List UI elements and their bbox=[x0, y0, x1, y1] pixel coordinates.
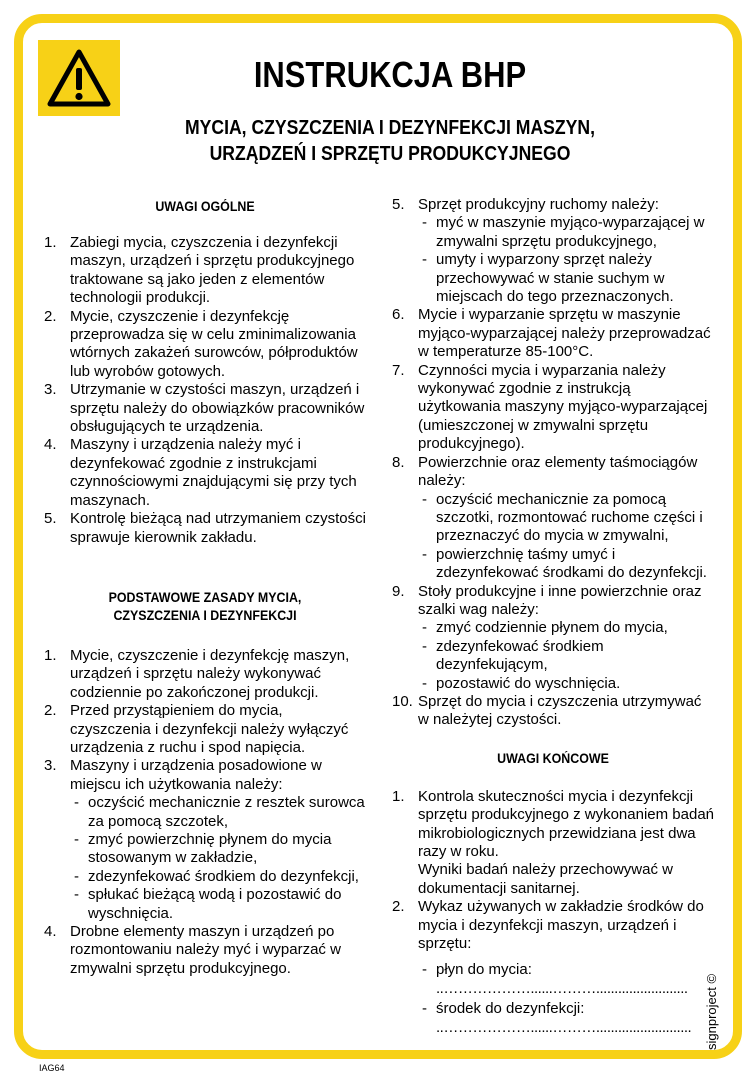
sub-list-item: - umyty i wyparzony sprzęt należy przechowywać w stanie suchym w miejscach do tego przeznaczonych. bbox=[418, 251, 714, 306]
sub-list-item: - oczyścić mechanicznie za pomocą szczotki, rozmontować ruchome części i przeznaczyć do mycia w zmywalni, bbox=[418, 491, 714, 546]
sub-list-item: - zdezynfekować środkiem do dezynfekcji, bbox=[70, 868, 366, 886]
disinfectant-entry: - środek do dezynfekcji: ..………………......……….......................... bbox=[418, 1000, 714, 1037]
sub-list-item: - pozostawić do wyschnięcia. bbox=[418, 675, 714, 693]
sub-list bbox=[70, 794, 366, 923]
list-item: 4. Maszyny i urządzenia należy myć i dezynfekować zgodnie z instrukcjami czynnościowymi znajdującymi się przy tych maszynach. bbox=[44, 436, 357, 509]
agent-list bbox=[418, 961, 714, 1037]
sub-list-item: - oczyścić mechanicznie z resztek surowca za pomocą szczotek, bbox=[70, 794, 366, 831]
list-item: 10. Sprzęt do mycia i czyszczenia utrzymywać w należytej czystości. bbox=[392, 692, 702, 729]
list-item: 5. Kontrolę bieżącą nad utrzymaniem czystości sprawuje kierownik zakładu. bbox=[44, 510, 366, 546]
list-item: 6. Mycie i wyparzanie sprzętu w maszynie myjąco-wyparzającej należy przeprowadzać w temperaturze 85-100°C. bbox=[392, 306, 711, 361]
list-item: 4. Drobne elementy maszyn i urządzeń po rozmontowaniu należy myć i wyparzać w zmywalni sprzętu produkcyjnego. bbox=[44, 923, 341, 977]
principles-heading: PODSTAWOWE ZASADY MYCIA, CZYSZCZENIA I DEZYNFEKCJI bbox=[108, 589, 302, 623]
page-subtitle: MYCIA, CZYSZCZENIA I DEZYNFEKCJI MASZYN, URZĄDZEŃ I SPRZĘTU PRODUKCYJNEGO bbox=[184, 117, 596, 165]
left-column bbox=[44, 198, 366, 978]
sub-list-item: - zmyć codziennie płynem do mycia, bbox=[418, 619, 714, 637]
list-item: 9. Stoły produkcyjne i inne powierzchnie oraz szalki wag należy: - zmyć codziennie płynem do mycia, - zdezynfekować środkiem dezynfekującym, - pozostawić do wyschnięcia. bbox=[392, 583, 714, 693]
list-item: 1. Kontrola skuteczności mycia i dezynfekcji sprzętu produkcyjnego z wykonaniem badań mikrobiologicznych przewidziana jest dwa razy w roku. Wyniki badań należy przechowywać w dokumentacji sanitarnej. bbox=[392, 787, 715, 897]
list-item: 1. Mycie, czyszczenie i dezynfekcję maszyn, urządzeń i sprzętu należy wykonywać codziennie po zakończonej produkcji. bbox=[44, 646, 350, 701]
final-heading: UWAGI KOŃCOWE bbox=[497, 750, 609, 766]
page-title: INSTRUKCJA BHP bbox=[253, 54, 527, 95]
principles-cont-list bbox=[392, 196, 714, 730]
sub-list-item: - powierzchnię taśmy umyć i zdezynfekować środkami do dezynfekcji. bbox=[418, 546, 714, 583]
list-item: 3. Utrzymanie w czystości maszyn, urządzeń i sprzętu należy do obowiązków pracowników obsługujących te urządzenia. bbox=[44, 381, 365, 436]
final-list bbox=[392, 788, 714, 1037]
sub-list bbox=[418, 619, 714, 693]
principles-list bbox=[44, 647, 366, 978]
list-item: 2. Przed przystąpieniem do mycia, czyszczenia i dezynfekcji należy wyłączyć urządzenia z ruchu i spod napięcia. bbox=[44, 702, 349, 756]
sub-list bbox=[418, 214, 714, 306]
list-item: 8. Powierzchnie oraz elementy taśmociągów należy: - oczyścić mechanicznie za pomocą szczotki, rozmontować ruchome części i przeznaczyć do mycia w zmywalni, - powierzchnię taśmy umyć i zdezynfekować środkami do dezynfekcji. bbox=[392, 454, 714, 583]
sub-list-item: - zdezynfekować środkiem dezynfekującym, bbox=[418, 638, 714, 675]
list-item: 2. Mycie, czyszczenie i dezynfekcję przeprowadza się w celu zminimalizowania wtórnych zakażeń surowców, półproduktów lub wyrobów gotowych. bbox=[44, 307, 358, 380]
list-item: 2. Wykaz używanych w zakładzie środków do mycia i dezynfekcji maszyn, urządzeń i sprzętu: - płyn do mycia: ..………………......………......................... - środek do dezynfekcji: ..………………......……….......................... bbox=[392, 898, 714, 1037]
list-item: 5. Sprzęt produkcyjny ruchomy należy: - myć w maszynie myjąco-wyparzającej w zmywalni sprzętu produkcyjnego, - umyty i wyparzony sprzęt należy przechowywać w stanie suchym w miejscach do tego przeznaczonych. bbox=[392, 196, 714, 306]
fill-in-line: ..………………......……….......................... bbox=[436, 1018, 692, 1036]
list-item: 1. Zabiegi mycia, czyszczenia i dezynfekcji maszyn, urządzeń i sprzętu produkcyjnego traktowane są jako jeden z elementów technologii produkcji. bbox=[44, 234, 355, 307]
sub-list-item: - zmyć powierzchnię płynem do mycia stosowanym w zakładzie, bbox=[70, 831, 366, 868]
right-column bbox=[392, 196, 714, 1037]
general-list bbox=[44, 234, 366, 547]
list-item: 3. Maszyny i urządzenia posadowione w miejscu ich użytkowania należy: - oczyścić mechanicznie z resztek surowca za pomocą szczotek, - zmyć powierzchnię płynem do mycia stosowanym w zakładzie, - zdezynfekować środkiem do dezynfekcji, - spłukać bieżącą wodą i pozostawić do wyschnięcia. bbox=[44, 757, 366, 923]
sub-list-item: - spłukać bieżącą wodą i pozostawić do wyschnięcia. bbox=[70, 886, 366, 923]
warning-badge bbox=[38, 40, 120, 116]
brand-label: signproject © bbox=[704, 973, 719, 1050]
sub-list bbox=[418, 491, 714, 583]
fill-in-line: ..………………......………......................... bbox=[436, 979, 688, 997]
sub-list-item: - myć w maszynie myjąco-wyparzającej w zmywalni sprzętu produkcyjnego, bbox=[418, 214, 714, 251]
product-code: IAG64 bbox=[39, 1063, 65, 1073]
warning-triangle-icon bbox=[47, 48, 111, 108]
general-heading: UWAGI OGÓLNE bbox=[155, 199, 255, 214]
list-item: 7. Czynności mycia i wyparzania należy wykonywać zgodnie z instrukcją użytkowania maszyny myjąco-wyparzającej (umieszczonej w zmywalni sprzętu produkcyjnego). bbox=[392, 361, 708, 453]
cleaning-agent-entry: - płyn do mycia: ..………………......………......................... bbox=[418, 961, 714, 998]
